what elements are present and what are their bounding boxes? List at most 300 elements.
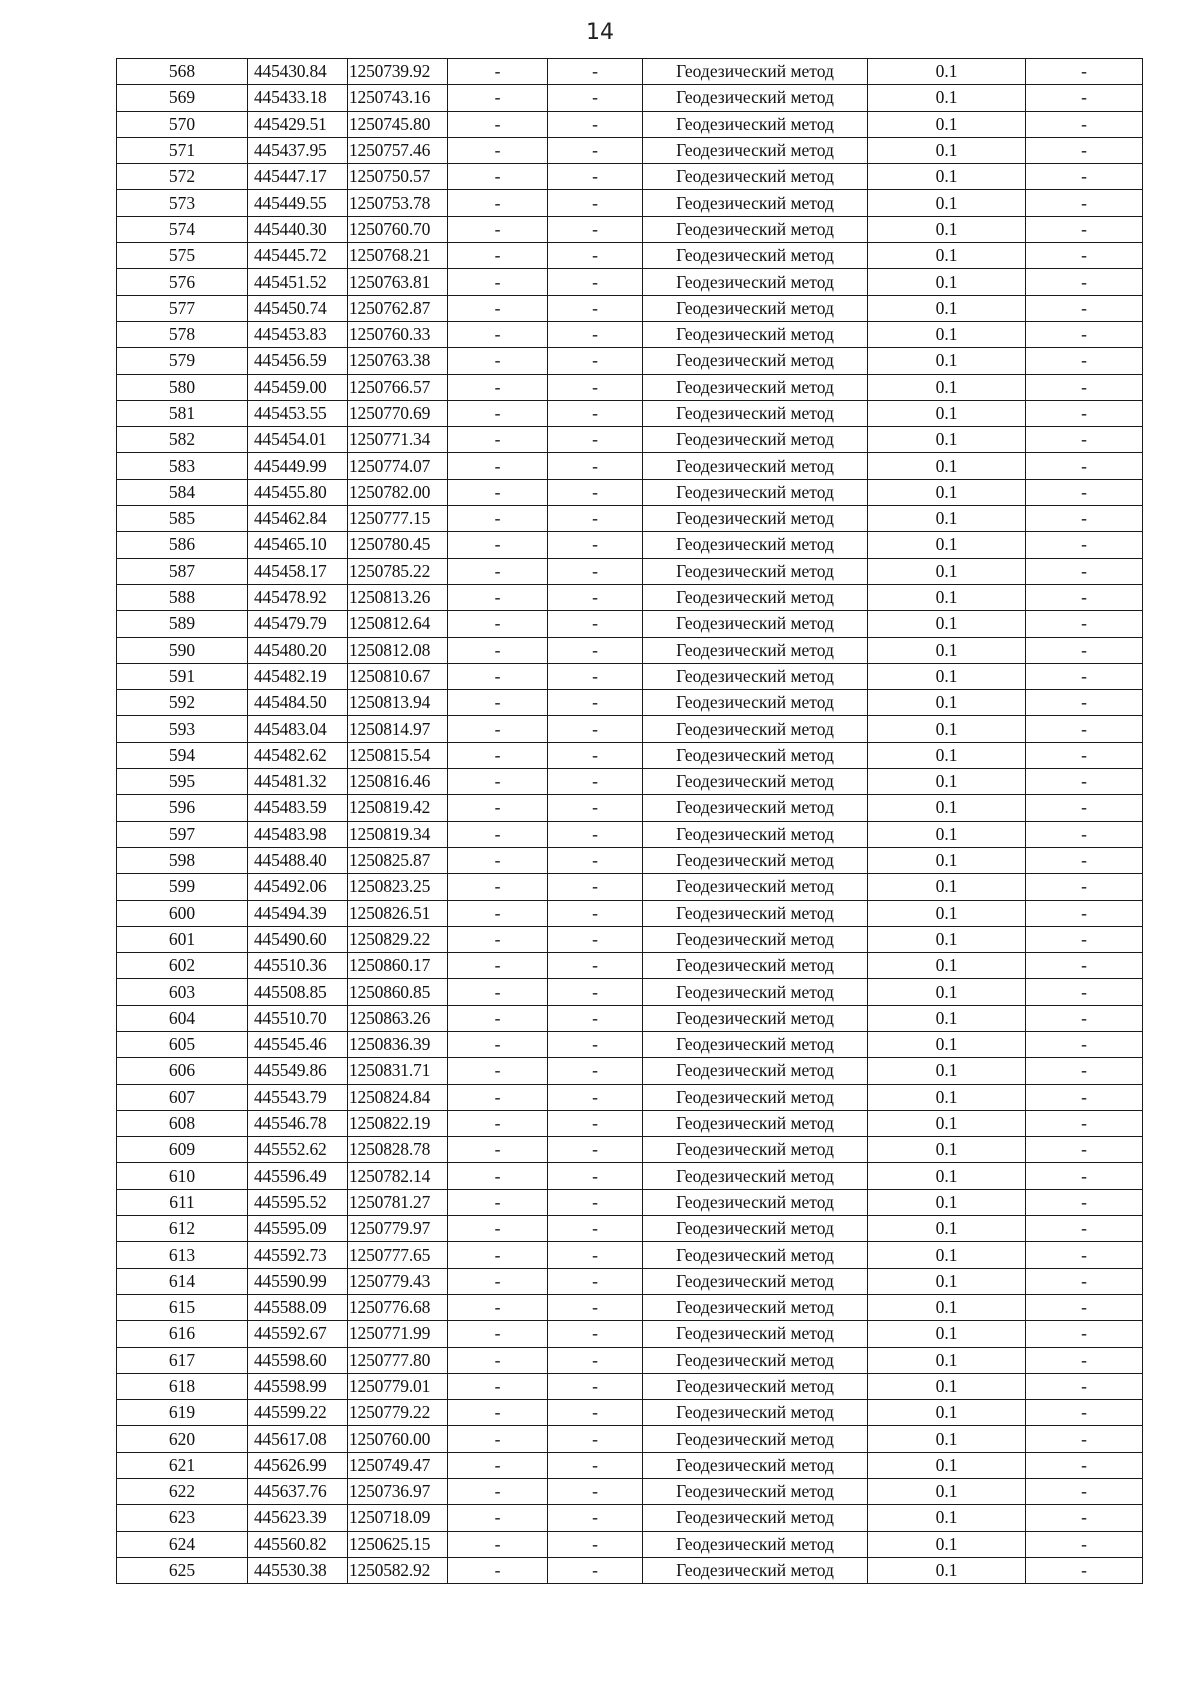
table-row bbox=[117, 716, 1143, 742]
table-row bbox=[117, 111, 1143, 137]
y-coordinate-cell: 1250779.01 bbox=[348, 1373, 448, 1399]
dash-cell: - bbox=[548, 295, 643, 321]
method-cell: Геодезический метод bbox=[643, 1294, 868, 1320]
method-cell: Геодезический метод bbox=[643, 1137, 868, 1163]
dash-cell: - bbox=[548, 1479, 643, 1505]
point-number-cell: 573 bbox=[117, 190, 248, 216]
method-cell: Геодезический метод bbox=[643, 1084, 868, 1110]
dash-cell: - bbox=[448, 558, 548, 584]
dash-cell: - bbox=[1026, 611, 1143, 637]
point-number-cell: 605 bbox=[117, 1031, 248, 1057]
point-number-cell: 574 bbox=[117, 216, 248, 242]
point-number-cell: 601 bbox=[117, 926, 248, 952]
point-number-cell: 585 bbox=[117, 506, 248, 532]
dash-cell: - bbox=[1026, 479, 1143, 505]
x-coordinate-cell: 445433.18 bbox=[248, 85, 348, 111]
method-cell: Геодезический метод bbox=[643, 1373, 868, 1399]
y-coordinate-cell: 1250718.09 bbox=[348, 1505, 448, 1531]
y-coordinate-cell: 1250781.27 bbox=[348, 1189, 448, 1215]
dash-cell: - bbox=[1026, 847, 1143, 873]
dash-cell: - bbox=[448, 164, 548, 190]
y-coordinate-cell: 1250771.34 bbox=[348, 427, 448, 453]
method-cell: Геодезический метод bbox=[643, 584, 868, 610]
dash-cell: - bbox=[1026, 953, 1143, 979]
method-cell: Геодезический метод bbox=[643, 190, 868, 216]
dash-cell: - bbox=[548, 59, 643, 85]
dash-cell: - bbox=[1026, 821, 1143, 847]
table-row bbox=[117, 479, 1143, 505]
point-number-cell: 570 bbox=[117, 111, 248, 137]
accuracy-cell: 0.1 bbox=[868, 558, 1026, 584]
accuracy-cell: 0.1 bbox=[868, 348, 1026, 374]
x-coordinate-cell: 445455.80 bbox=[248, 479, 348, 505]
dash-cell: - bbox=[548, 216, 643, 242]
point-number-cell: 568 bbox=[117, 59, 248, 85]
table-row bbox=[117, 795, 1143, 821]
x-coordinate-cell: 445445.72 bbox=[248, 243, 348, 269]
point-number-cell: 581 bbox=[117, 400, 248, 426]
dash-cell: - bbox=[448, 874, 548, 900]
y-coordinate-cell: 1250860.85 bbox=[348, 979, 448, 1005]
method-cell: Геодезический метод bbox=[643, 1058, 868, 1084]
x-coordinate-cell: 445588.09 bbox=[248, 1294, 348, 1320]
dash-cell: - bbox=[448, 953, 548, 979]
x-coordinate-cell: 445490.60 bbox=[248, 926, 348, 952]
table-row bbox=[117, 558, 1143, 584]
x-coordinate-cell: 445451.52 bbox=[248, 269, 348, 295]
dash-cell: - bbox=[448, 900, 548, 926]
dash-cell: - bbox=[548, 400, 643, 426]
method-cell: Геодезический метод bbox=[643, 111, 868, 137]
y-coordinate-cell: 1250763.38 bbox=[348, 348, 448, 374]
dash-cell: - bbox=[548, 663, 643, 689]
table-row bbox=[117, 1294, 1143, 1320]
table-row bbox=[117, 979, 1143, 1005]
y-coordinate-cell: 1250814.97 bbox=[348, 716, 448, 742]
y-coordinate-cell: 1250762.87 bbox=[348, 295, 448, 321]
x-coordinate-cell: 445545.46 bbox=[248, 1031, 348, 1057]
dash-cell: - bbox=[448, 1031, 548, 1057]
dash-cell: - bbox=[1026, 427, 1143, 453]
x-coordinate-cell: 445447.17 bbox=[248, 164, 348, 190]
table-row bbox=[117, 847, 1143, 873]
accuracy-cell: 0.1 bbox=[868, 1137, 1026, 1163]
method-cell: Геодезический метод bbox=[643, 690, 868, 716]
accuracy-cell: 0.1 bbox=[868, 611, 1026, 637]
point-number-cell: 616 bbox=[117, 1321, 248, 1347]
dash-cell: - bbox=[448, 453, 548, 479]
accuracy-cell: 0.1 bbox=[868, 1268, 1026, 1294]
accuracy-cell: 0.1 bbox=[868, 874, 1026, 900]
table-row bbox=[117, 295, 1143, 321]
accuracy-cell: 0.1 bbox=[868, 1400, 1026, 1426]
dash-cell: - bbox=[548, 821, 643, 847]
y-coordinate-cell: 1250760.00 bbox=[348, 1426, 448, 1452]
accuracy-cell: 0.1 bbox=[868, 953, 1026, 979]
point-number-cell: 587 bbox=[117, 558, 248, 584]
table-row bbox=[117, 1479, 1143, 1505]
dash-cell: - bbox=[1026, 979, 1143, 1005]
accuracy-cell: 0.1 bbox=[868, 821, 1026, 847]
y-coordinate-cell: 1250625.15 bbox=[348, 1531, 448, 1557]
dash-cell: - bbox=[448, 769, 548, 795]
table-row bbox=[117, 1373, 1143, 1399]
accuracy-cell: 0.1 bbox=[868, 1505, 1026, 1531]
dash-cell: - bbox=[1026, 1373, 1143, 1399]
dash-cell: - bbox=[1026, 742, 1143, 768]
x-coordinate-cell: 445484.50 bbox=[248, 690, 348, 716]
table-row bbox=[117, 1426, 1143, 1452]
dash-cell: - bbox=[448, 690, 548, 716]
dash-cell: - bbox=[448, 1216, 548, 1242]
dash-cell: - bbox=[1026, 1084, 1143, 1110]
dash-cell: - bbox=[1026, 59, 1143, 85]
method-cell: Геодезический метод bbox=[643, 847, 868, 873]
accuracy-cell: 0.1 bbox=[868, 85, 1026, 111]
dash-cell: - bbox=[1026, 506, 1143, 532]
point-number-cell: 589 bbox=[117, 611, 248, 637]
method-cell: Геодезический метод bbox=[643, 1268, 868, 1294]
dash-cell: - bbox=[548, 611, 643, 637]
x-coordinate-cell: 445429.51 bbox=[248, 111, 348, 137]
method-cell: Геодезический метод bbox=[643, 769, 868, 795]
accuracy-cell: 0.1 bbox=[868, 1242, 1026, 1268]
point-number-cell: 624 bbox=[117, 1531, 248, 1557]
dash-cell: - bbox=[1026, 1216, 1143, 1242]
table-row bbox=[117, 1452, 1143, 1478]
y-coordinate-cell: 1250782.00 bbox=[348, 479, 448, 505]
dash-cell: - bbox=[1026, 400, 1143, 426]
table-row bbox=[117, 137, 1143, 163]
table-row bbox=[117, 1189, 1143, 1215]
dash-cell: - bbox=[548, 1321, 643, 1347]
accuracy-cell: 0.1 bbox=[868, 637, 1026, 663]
accuracy-cell: 0.1 bbox=[868, 1531, 1026, 1557]
dash-cell: - bbox=[1026, 453, 1143, 479]
dash-cell: - bbox=[548, 111, 643, 137]
point-number-cell: 620 bbox=[117, 1426, 248, 1452]
accuracy-cell: 0.1 bbox=[868, 1347, 1026, 1373]
method-cell: Геодезический метод bbox=[643, 269, 868, 295]
dash-cell: - bbox=[1026, 1268, 1143, 1294]
accuracy-cell: 0.1 bbox=[868, 1452, 1026, 1478]
point-number-cell: 602 bbox=[117, 953, 248, 979]
dash-cell: - bbox=[1026, 1452, 1143, 1478]
dash-cell: - bbox=[448, 1268, 548, 1294]
dash-cell: - bbox=[1026, 269, 1143, 295]
method-cell: Геодезический метод bbox=[643, 926, 868, 952]
table-row bbox=[117, 243, 1143, 269]
table-row bbox=[117, 216, 1143, 242]
dash-cell: - bbox=[448, 1005, 548, 1031]
dash-cell: - bbox=[448, 190, 548, 216]
method-cell: Геодезический метод bbox=[643, 374, 868, 400]
method-cell: Геодезический метод bbox=[643, 1531, 868, 1557]
table-row bbox=[117, 59, 1143, 85]
dash-cell: - bbox=[548, 795, 643, 821]
point-number-cell: 590 bbox=[117, 637, 248, 663]
dash-cell: - bbox=[448, 795, 548, 821]
dash-cell: - bbox=[548, 1242, 643, 1268]
method-cell: Геодезический метод bbox=[643, 821, 868, 847]
dash-cell: - bbox=[448, 1426, 548, 1452]
x-coordinate-cell: 445459.00 bbox=[248, 374, 348, 400]
x-coordinate-cell: 445546.78 bbox=[248, 1110, 348, 1136]
accuracy-cell: 0.1 bbox=[868, 400, 1026, 426]
point-number-cell: 571 bbox=[117, 137, 248, 163]
x-coordinate-cell: 445508.85 bbox=[248, 979, 348, 1005]
method-cell: Геодезический метод bbox=[643, 979, 868, 1005]
method-cell: Геодезический метод bbox=[643, 59, 868, 85]
dash-cell: - bbox=[1026, 1005, 1143, 1031]
table-row bbox=[117, 637, 1143, 663]
dash-cell: - bbox=[548, 164, 643, 190]
accuracy-cell: 0.1 bbox=[868, 1084, 1026, 1110]
dash-cell: - bbox=[548, 1400, 643, 1426]
x-coordinate-cell: 445462.84 bbox=[248, 506, 348, 532]
dash-cell: - bbox=[548, 243, 643, 269]
point-number-cell: 615 bbox=[117, 1294, 248, 1320]
method-cell: Геодезический метод bbox=[643, 637, 868, 663]
method-cell: Геодезический метод bbox=[643, 427, 868, 453]
accuracy-cell: 0.1 bbox=[868, 1058, 1026, 1084]
dash-cell: - bbox=[548, 1294, 643, 1320]
y-coordinate-cell: 1250782.14 bbox=[348, 1163, 448, 1189]
dash-cell: - bbox=[448, 611, 548, 637]
point-number-cell: 592 bbox=[117, 690, 248, 716]
y-coordinate-cell: 1250739.92 bbox=[348, 59, 448, 85]
dash-cell: - bbox=[548, 506, 643, 532]
point-number-cell: 576 bbox=[117, 269, 248, 295]
dash-cell: - bbox=[1026, 164, 1143, 190]
y-coordinate-cell: 1250819.42 bbox=[348, 795, 448, 821]
table-row bbox=[117, 1347, 1143, 1373]
table-row bbox=[117, 1163, 1143, 1189]
accuracy-cell: 0.1 bbox=[868, 59, 1026, 85]
point-number-cell: 582 bbox=[117, 427, 248, 453]
y-coordinate-cell: 1250824.84 bbox=[348, 1084, 448, 1110]
dash-cell: - bbox=[448, 1294, 548, 1320]
x-coordinate-cell: 445595.52 bbox=[248, 1189, 348, 1215]
table-row bbox=[117, 269, 1143, 295]
dash-cell: - bbox=[448, 1137, 548, 1163]
table-row bbox=[117, 321, 1143, 347]
dash-cell: - bbox=[548, 1058, 643, 1084]
dash-cell: - bbox=[1026, 348, 1143, 374]
method-cell: Геодезический метод bbox=[643, 953, 868, 979]
dash-cell: - bbox=[548, 1031, 643, 1057]
y-coordinate-cell: 1250779.97 bbox=[348, 1216, 448, 1242]
method-cell: Геодезический метод bbox=[643, 85, 868, 111]
accuracy-cell: 0.1 bbox=[868, 926, 1026, 952]
dash-cell: - bbox=[1026, 716, 1143, 742]
method-cell: Геодезический метод bbox=[643, 1347, 868, 1373]
method-cell: Геодезический метод bbox=[643, 1163, 868, 1189]
dash-cell: - bbox=[1026, 216, 1143, 242]
point-number-cell: 621 bbox=[117, 1452, 248, 1478]
x-coordinate-cell: 445595.09 bbox=[248, 1216, 348, 1242]
x-coordinate-cell: 445483.98 bbox=[248, 821, 348, 847]
dash-cell: - bbox=[1026, 1400, 1143, 1426]
point-number-cell: 625 bbox=[117, 1557, 248, 1583]
point-number-cell: 588 bbox=[117, 584, 248, 610]
accuracy-cell: 0.1 bbox=[868, 1110, 1026, 1136]
dash-cell: - bbox=[448, 663, 548, 689]
dash-cell: - bbox=[1026, 1189, 1143, 1215]
accuracy-cell: 0.1 bbox=[868, 1479, 1026, 1505]
accuracy-cell: 0.1 bbox=[868, 190, 1026, 216]
y-coordinate-cell: 1250831.71 bbox=[348, 1058, 448, 1084]
point-number-cell: 578 bbox=[117, 321, 248, 347]
dash-cell: - bbox=[548, 742, 643, 768]
dash-cell: - bbox=[548, 953, 643, 979]
x-coordinate-cell: 445623.39 bbox=[248, 1505, 348, 1531]
table-row bbox=[117, 85, 1143, 111]
table-row bbox=[117, 1531, 1143, 1557]
dash-cell: - bbox=[1026, 926, 1143, 952]
dash-cell: - bbox=[548, 1452, 643, 1478]
method-cell: Геодезический метод bbox=[643, 295, 868, 321]
table-row bbox=[117, 900, 1143, 926]
x-coordinate-cell: 445483.59 bbox=[248, 795, 348, 821]
point-number-cell: 575 bbox=[117, 243, 248, 269]
accuracy-cell: 0.1 bbox=[868, 269, 1026, 295]
y-coordinate-cell: 1250816.46 bbox=[348, 769, 448, 795]
x-coordinate-cell: 445494.39 bbox=[248, 900, 348, 926]
point-number-cell: 595 bbox=[117, 769, 248, 795]
dash-cell: - bbox=[1026, 374, 1143, 400]
accuracy-cell: 0.1 bbox=[868, 243, 1026, 269]
x-coordinate-cell: 445458.17 bbox=[248, 558, 348, 584]
y-coordinate-cell: 1250813.26 bbox=[348, 584, 448, 610]
dash-cell: - bbox=[548, 374, 643, 400]
accuracy-cell: 0.1 bbox=[868, 690, 1026, 716]
table-row bbox=[117, 374, 1143, 400]
dash-cell: - bbox=[548, 716, 643, 742]
dash-cell: - bbox=[448, 506, 548, 532]
dash-cell: - bbox=[448, 137, 548, 163]
point-number-cell: 604 bbox=[117, 1005, 248, 1031]
dash-cell: - bbox=[448, 1400, 548, 1426]
dash-cell: - bbox=[448, 716, 548, 742]
coordinates-table bbox=[116, 58, 1143, 1584]
dash-cell: - bbox=[1026, 1137, 1143, 1163]
dash-cell: - bbox=[548, 453, 643, 479]
y-coordinate-cell: 1250815.54 bbox=[348, 742, 448, 768]
method-cell: Геодезический метод bbox=[643, 1216, 868, 1242]
dash-cell: - bbox=[1026, 1557, 1143, 1583]
dash-cell: - bbox=[548, 269, 643, 295]
point-number-cell: 603 bbox=[117, 979, 248, 1005]
accuracy-cell: 0.1 bbox=[868, 453, 1026, 479]
x-coordinate-cell: 445430.84 bbox=[248, 59, 348, 85]
point-number-cell: 572 bbox=[117, 164, 248, 190]
dash-cell: - bbox=[448, 321, 548, 347]
dash-cell: - bbox=[448, 926, 548, 952]
table-row bbox=[117, 427, 1143, 453]
dash-cell: - bbox=[548, 1189, 643, 1215]
dash-cell: - bbox=[548, 1557, 643, 1583]
dash-cell: - bbox=[448, 584, 548, 610]
dash-cell: - bbox=[448, 1242, 548, 1268]
accuracy-cell: 0.1 bbox=[868, 1321, 1026, 1347]
method-cell: Геодезический метод bbox=[643, 900, 868, 926]
y-coordinate-cell: 1250757.46 bbox=[348, 137, 448, 163]
point-number-cell: 586 bbox=[117, 532, 248, 558]
dash-cell: - bbox=[1026, 637, 1143, 663]
dash-cell: - bbox=[448, 85, 548, 111]
dash-cell: - bbox=[448, 1321, 548, 1347]
y-coordinate-cell: 1250779.22 bbox=[348, 1400, 448, 1426]
accuracy-cell: 0.1 bbox=[868, 506, 1026, 532]
dash-cell: - bbox=[1026, 584, 1143, 610]
method-cell: Геодезический метод bbox=[643, 716, 868, 742]
table-row bbox=[117, 1058, 1143, 1084]
dash-cell: - bbox=[448, 1084, 548, 1110]
dash-cell: - bbox=[448, 979, 548, 1005]
method-cell: Геодезический метод bbox=[643, 137, 868, 163]
table-row bbox=[117, 1216, 1143, 1242]
dash-cell: - bbox=[548, 874, 643, 900]
table-row bbox=[117, 1242, 1143, 1268]
point-number-cell: 593 bbox=[117, 716, 248, 742]
dash-cell: - bbox=[1026, 137, 1143, 163]
x-coordinate-cell: 445598.60 bbox=[248, 1347, 348, 1373]
dash-cell: - bbox=[548, 1347, 643, 1373]
dash-cell: - bbox=[548, 1084, 643, 1110]
dash-cell: - bbox=[548, 1137, 643, 1163]
point-number-cell: 580 bbox=[117, 374, 248, 400]
x-coordinate-cell: 445479.79 bbox=[248, 611, 348, 637]
dash-cell: - bbox=[1026, 190, 1143, 216]
dash-cell: - bbox=[448, 216, 548, 242]
dash-cell: - bbox=[548, 558, 643, 584]
y-coordinate-cell: 1250825.87 bbox=[348, 847, 448, 873]
point-number-cell: 591 bbox=[117, 663, 248, 689]
method-cell: Геодезический метод bbox=[643, 479, 868, 505]
method-cell: Геодезический метод bbox=[643, 1031, 868, 1057]
table-row bbox=[117, 1110, 1143, 1136]
dash-cell: - bbox=[448, 1479, 548, 1505]
y-coordinate-cell: 1250743.16 bbox=[348, 85, 448, 111]
table-row bbox=[117, 164, 1143, 190]
table-row bbox=[117, 663, 1143, 689]
x-coordinate-cell: 445454.01 bbox=[248, 427, 348, 453]
x-coordinate-cell: 445598.99 bbox=[248, 1373, 348, 1399]
accuracy-cell: 0.1 bbox=[868, 795, 1026, 821]
point-number-cell: 596 bbox=[117, 795, 248, 821]
x-coordinate-cell: 445510.36 bbox=[248, 953, 348, 979]
y-coordinate-cell: 1250822.19 bbox=[348, 1110, 448, 1136]
y-coordinate-cell: 1250813.94 bbox=[348, 690, 448, 716]
accuracy-cell: 0.1 bbox=[868, 427, 1026, 453]
point-number-cell: 598 bbox=[117, 847, 248, 873]
dash-cell: - bbox=[1026, 769, 1143, 795]
accuracy-cell: 0.1 bbox=[868, 900, 1026, 926]
dash-cell: - bbox=[1026, 111, 1143, 137]
x-coordinate-cell: 445599.22 bbox=[248, 1400, 348, 1426]
point-number-cell: 623 bbox=[117, 1505, 248, 1531]
dash-cell: - bbox=[1026, 243, 1143, 269]
table-row bbox=[117, 400, 1143, 426]
dash-cell: - bbox=[448, 1347, 548, 1373]
point-number-cell: 600 bbox=[117, 900, 248, 926]
method-cell: Геодезический метод bbox=[643, 506, 868, 532]
dash-cell: - bbox=[548, 847, 643, 873]
point-number-cell: 577 bbox=[117, 295, 248, 321]
x-coordinate-cell: 445437.95 bbox=[248, 137, 348, 163]
dash-cell: - bbox=[548, 1426, 643, 1452]
